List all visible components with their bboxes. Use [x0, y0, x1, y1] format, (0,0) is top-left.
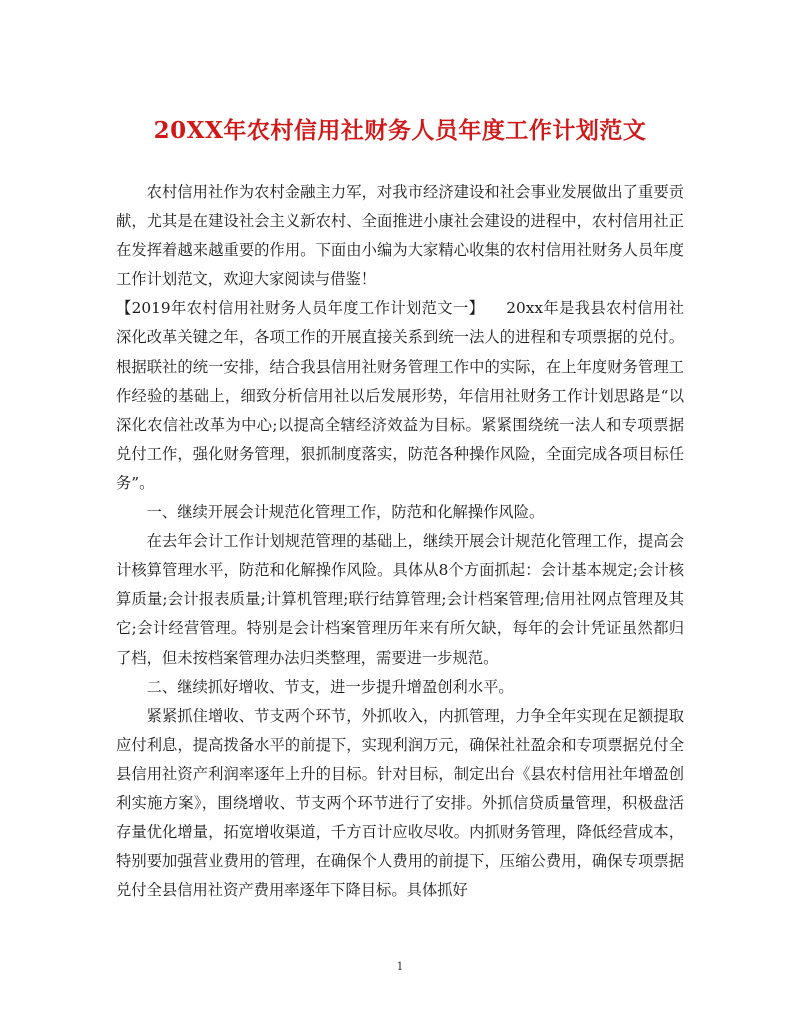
page-number: 1	[396, 960, 404, 973]
section-heading: 【2019年农村信用社财务人员年度工作计划范文一】	[116, 299, 485, 318]
point1-heading: 一、继续开展会计规范化管理工作，防范和化解操作风险。	[146, 503, 545, 522]
point2-heading: 二、继续抓好增收、节支，进一步提升增盈创利水平。	[146, 677, 514, 696]
section-text: 20xx年是我县农村信用社深化改革关键之年，各项工作的开展直接关系到统一法人的进程和专项票据的兑付。根据联社的统一安排，结合我县信用社财务管理工作中的实际，在上年度财务管理工作经验的基础上，细致分析信用社以后发展形势，年信用社财务工作计划思路是“以深化农信社改革为中心;以提高全辖经济效益为目标。紧紧围绕统一法人和专项票据兑付工作，强化财务管理，狠抓制度落实，防范各种操作风险，全面完成各项目标任务”。	[116, 299, 684, 492]
intro-paragraph: 农村信用社作为农村金融主力军，对我市经济建设和社会事业发展做出了重要贡献，尤其是在建设社会主义新农村、全面推进小康社会建设的进程中，农村信用社正在发挥着越来越重要的作用。下面由小编为大家精心收集的农村信用社财务人员年度工作计划范文，欢迎大家阅读与借鉴！	[116, 183, 684, 289]
point1-paragraph: 在去年会计工作计划规范管理的基础上，继续开展会计规范化管理工作，提高会计核算管理水平，防范和化解操作风险。具体从8个方面抓起：会计基本规定;会计核算质量;会计报表质量;计算机管理;联行结算管理;会计档案管理;信用社网点管理及其它;会计经营管理。特别是会计档案管理历年来有所欠缺，每年的会计凭证虽然都归了档，但未按档案管理办法归类整理，需要进一步规范。	[116, 532, 684, 667]
document-title: 20XX年农村信用社财务人员年度工作计划范文	[153, 117, 647, 144]
section-paragraph	[116, 294, 684, 498]
document-body	[116, 178, 684, 905]
point2-paragraph: 紧紧抓住增收、节支两个环节，外抓收入，内抓管理，力争全年实现在足额提取应付利息，提高拨备水平的前提下，实现利润万元，确保社社盈余和专项票据兑付全县信用社资产利润率逐年上升的目标。针对目标，制定出台《县农村信用社年增盈创利实施方案》，围绕增收、节支两个环节进行了安排。外抓信贷质量管理，积极盘活存量优化增量，拓宽增收渠道，千方百计应收尽收。内抓财务管理，降低经营成本，特别要加强营业费用的管理，在确保个人费用的前提下，压缩公费用，确保专项票据兑付全县信用社资产费用率逐年下降目标。具体抓好	[116, 706, 684, 900]
